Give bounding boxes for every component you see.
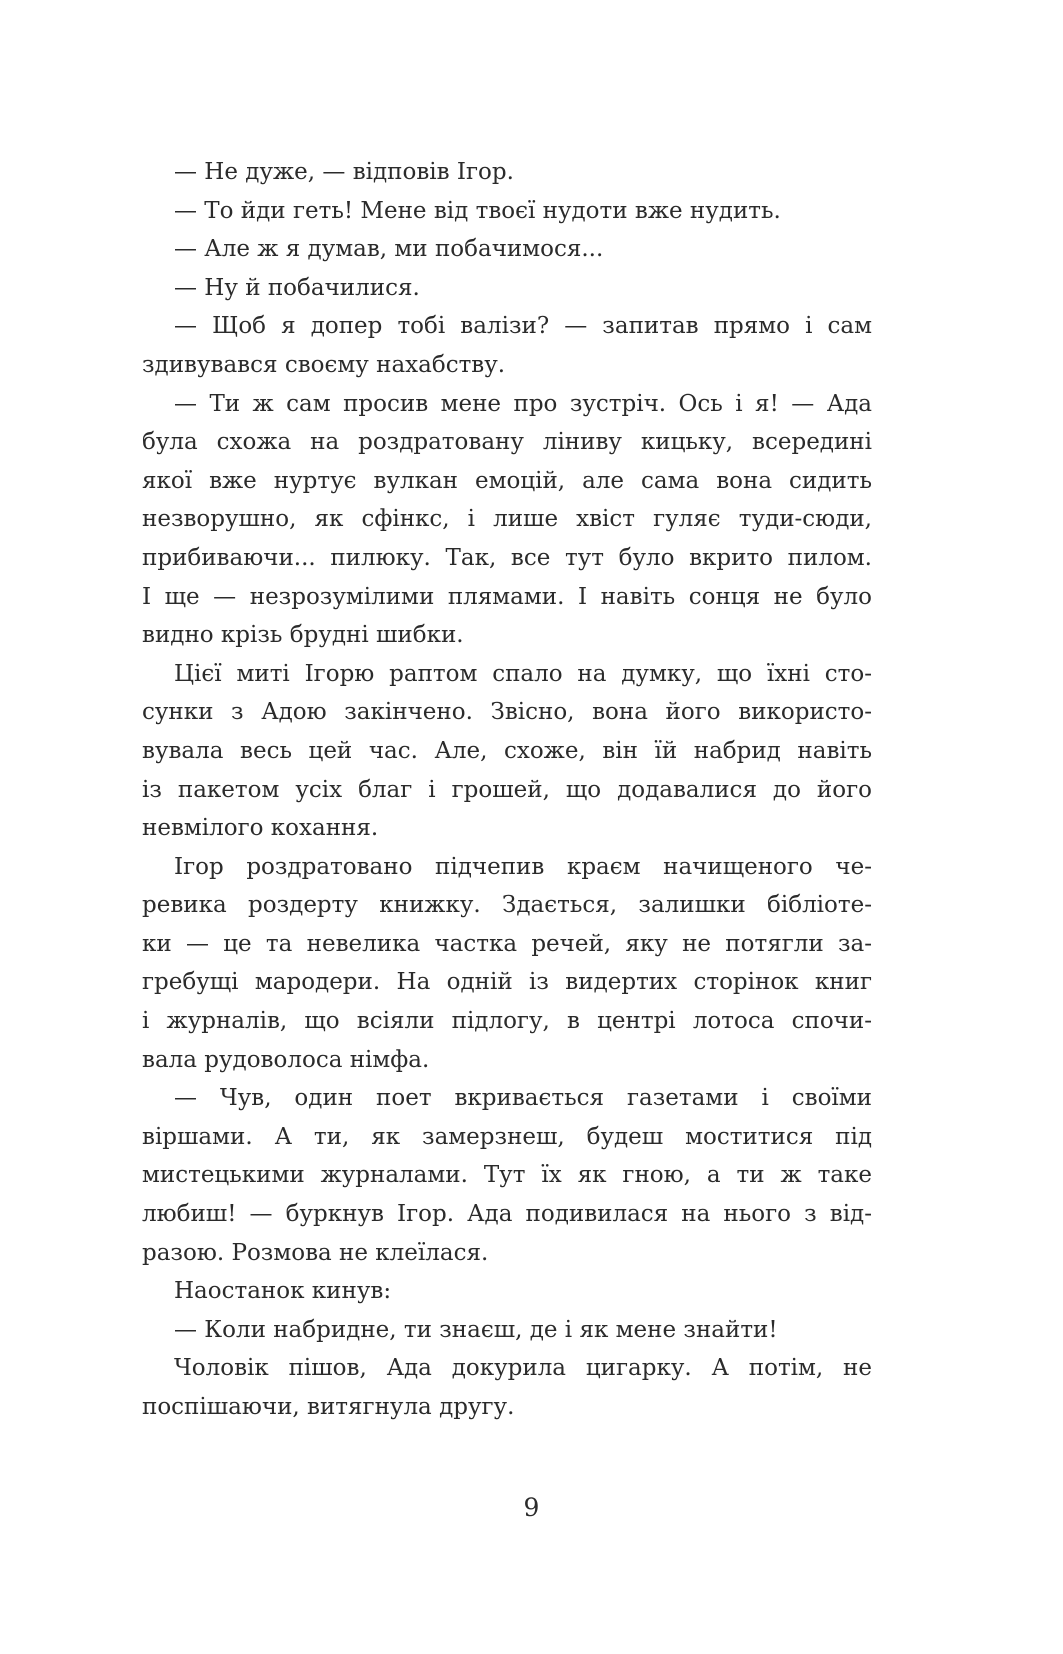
text-line: — Але ж я думав, ми побачимося...: [174, 236, 604, 263]
text-line: ревика роздерту книжку. Здається, залишки бібліоте-: [142, 892, 872, 919]
text-line: віршами. А ти, як замерзнеш, будеш моститися під: [142, 1123, 872, 1150]
text-line: — То йди геть! Мене від твоєї нудоти вже нудить.: [174, 197, 781, 224]
text-line: любиш! — буркнув Ігор. Ада подивилася на нього з від-: [142, 1201, 872, 1228]
text-line: вувала весь цей час. Але, схоже, він їй набрид навіть: [142, 737, 872, 764]
text-line: гребущі мародери. На одній із видертих сторінок книг: [142, 969, 872, 996]
text-line: — Щоб я допер тобі валізи? — запитав прямо і сам: [174, 313, 872, 340]
text-line: Наостанок кинув:: [174, 1278, 392, 1305]
text-line: Цієї миті Ігорю раптом спало на думку, що їхні сто-: [174, 660, 872, 687]
text-line: Чоловік пішов, Ада докурила цигарку. А потім, не: [174, 1355, 872, 1382]
page-body-text: [142, 153, 872, 1427]
text-line: — Коли набридне, ти знаєш, де і як мене знайти!: [174, 1316, 778, 1343]
text-line: разою. Розмова не клеїлася.: [142, 1239, 489, 1266]
text-line: і журналів, що всіяли підлогу, в центрі лотоса спочи-: [142, 1008, 872, 1035]
text-line: прибиваючи... пилюку. Так, все тут було вкрито пилом.: [142, 544, 872, 571]
text-line: якої вже нуртує вулкан емоцій, але сама вона сидить: [142, 467, 872, 494]
text-line: сунки з Адою закінчено. Звісно, вона його використо-: [142, 699, 872, 726]
text-line: — Ну й побачилися.: [174, 274, 420, 301]
page-number: 9: [523, 1493, 540, 1522]
text-line: — Ти ж сам просив мене про зустріч. Ось і я! — Ада: [174, 390, 872, 417]
text-line: — Чув, один поет вкривається газетами і своїми: [174, 1085, 872, 1112]
text-line: незворушно, як сфінкс, і лише хвіст гуляє туди-сюди,: [142, 506, 872, 533]
text-line: із пакетом усіх благ і грошей, що додавалися до його: [142, 776, 872, 803]
text-line: поспішаючи, витягнула другу.: [142, 1394, 515, 1420]
text-line: мистецькими журналами. Тут їх як гною, а ти ж таке: [142, 1162, 872, 1189]
text-line: ки — це та невелика частка речей, яку не потягли за-: [142, 930, 872, 957]
text-line: Ігор роздратовано підчепив краєм начищеного че-: [174, 853, 872, 880]
text-line: — Не дуже, — відповів Ігор.: [174, 159, 514, 185]
text-line: здивувався своєму нахабству.: [142, 351, 506, 378]
text-line: видно крізь брудні шибки.: [142, 622, 464, 649]
text-line: І ще — незрозумілими плямами. І навіть сонця не було: [142, 583, 872, 610]
text-line: невмілого кохання.: [142, 815, 379, 842]
text-line: була схожа на роздратовану ліниву кицьку, всередині: [142, 429, 872, 456]
text-line: вала рудоволоса німфа.: [142, 1046, 430, 1073]
